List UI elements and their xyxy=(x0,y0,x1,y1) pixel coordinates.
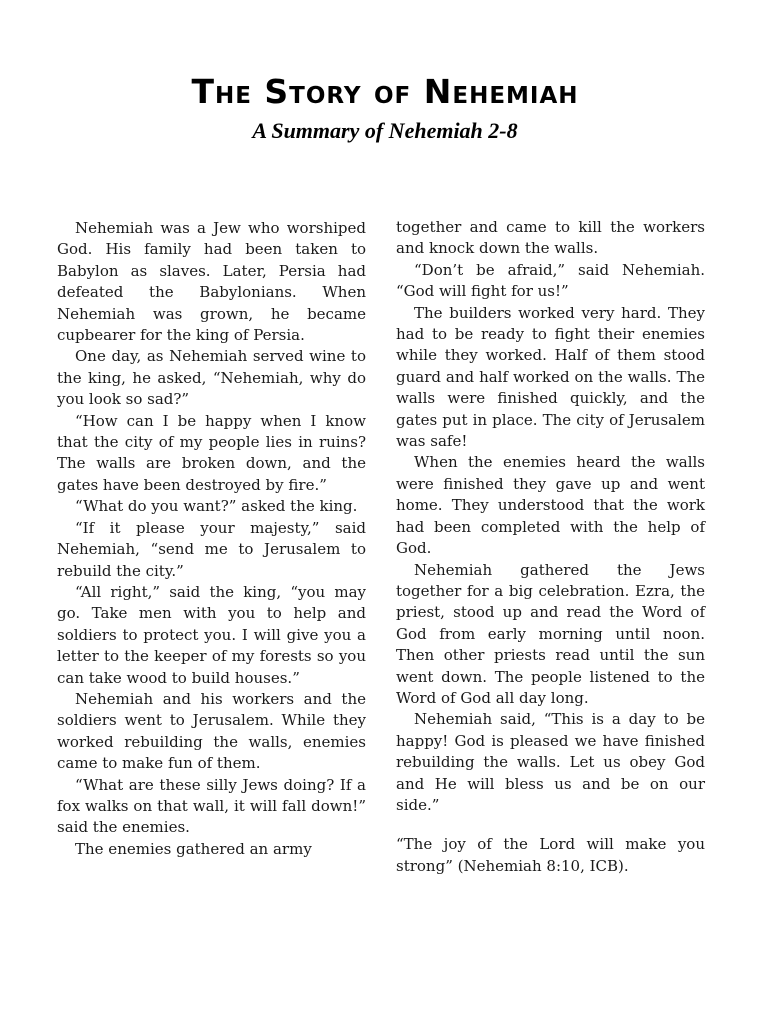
paragraph: One day, as Nehemiah served wine to the king, he asked, “Nehemiah, why do you look so sad?” xyxy=(57,347,366,409)
paragraph: Nehemiah gathered the Jews together for a big celebration. Ezra, the priest, stood up and read the Word of God from early morning until noon. Then other priests read until the sun went down. The people listened to the Word of God all day long. xyxy=(396,560,705,707)
paragraph: together and came to kill the workers and knock down the walls. xyxy=(396,218,705,258)
paragraph: The builders worked very hard. They had to be ready to fight their enemies while they worked. Half of them stood guard and half worked on the walls. The walls were finished quickly, and the gates put in place. The city of Jerusalem was safe! xyxy=(396,303,705,451)
page-title: The Story of Nehemiah xyxy=(191,72,579,112)
paragraph: “What are these silly Jews doing? If a fox walks on that wall, it will fall down!” said the enemies. xyxy=(57,775,366,837)
scripture-quote: “The joy of the Lord will make you strong” (Nehemiah 8:10, ICB). xyxy=(396,835,705,875)
page-subtitle: A Summary of Nehemiah 2-8 xyxy=(252,118,518,143)
paragraph: “All right,” said the king, “you may go. Take men with you to help and soldiers to protect you. I will give you a letter to the keeper of my forests so you can take wood to build houses.” xyxy=(57,582,366,687)
paragraph: When the enemies heard the walls were finished they gave up and went home. They understood that the work had been completed with the help of God. xyxy=(396,453,705,558)
paragraph: “What do you want?” asked the king. xyxy=(75,497,358,516)
paragraph: “If it please your majesty,” said Nehemiah, “send me to Jerusalem to rebuild the city.” xyxy=(57,518,366,580)
paragraph: Nehemiah said, “This is a day to be happy! God is pleased we have finished rebuilding the walls. Let us obey God and He will bless us and be on our side.” xyxy=(396,710,705,814)
paragraph: Nehemiah and his workers and the soldiers went to Jerusalem. While they worked rebuilding the walls, enemies came to make fun of them. xyxy=(57,689,366,773)
right-column xyxy=(396,217,705,877)
paragraph: “Don’t be afraid,” said Nehemiah. “God will fight for us!” xyxy=(396,260,705,301)
paragraph: The enemies gathered an army xyxy=(75,839,312,858)
paragraph: Nehemiah was a Jew who worshiped God. His family had been taken to Babylon as slaves. Later, Persia had defeated the Babylonians. When Nehemiah was grown, he became cupbearer for the king of Persia. xyxy=(57,219,366,345)
left-column xyxy=(57,218,366,860)
paragraph: “How can I be happy when I know that the city of my people lies in ruins? The walls are broken down, and the gates have been destroyed by fire.” xyxy=(57,411,366,494)
